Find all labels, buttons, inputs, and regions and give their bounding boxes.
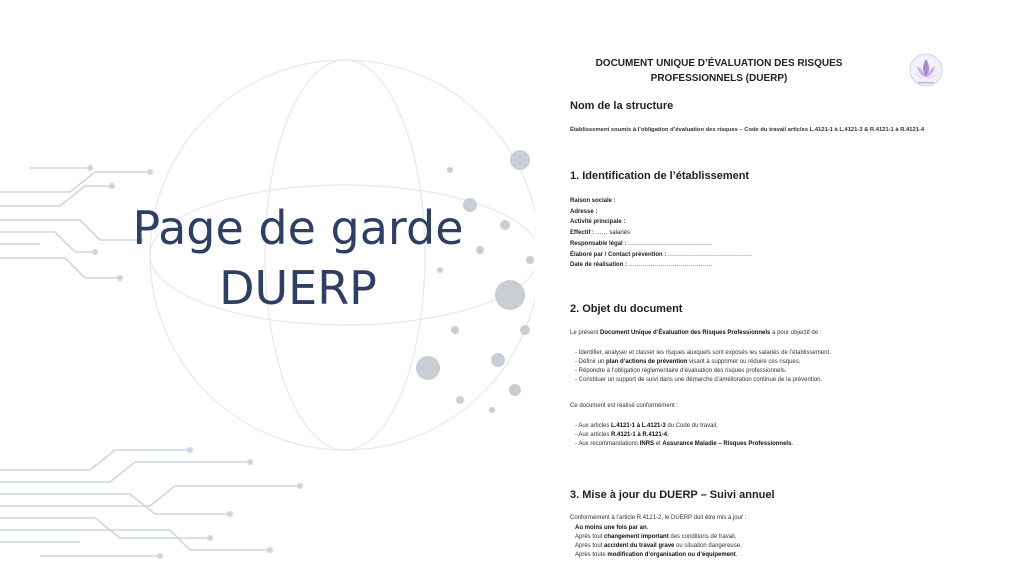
field-value: ……………………………………	[666, 251, 753, 258]
field-row	[570, 260, 752, 271]
field-row	[570, 217, 752, 228]
item-text: - Aux recommandations	[575, 441, 640, 447]
field-value: …… salariés	[594, 230, 631, 237]
item-text-end: ,	[646, 525, 649, 531]
list-item	[575, 542, 1020, 551]
item-text: Après tout	[575, 543, 605, 549]
field-label: Effectif :	[570, 230, 594, 237]
objective-intro	[570, 329, 1015, 338]
item-bold: accident du travail grave	[604, 543, 675, 549]
list-item	[575, 440, 1020, 449]
document-header-line2: PROFESSIONNELS (DUERP)	[650, 73, 788, 84]
field-value: ……………………………………	[626, 240, 713, 247]
item-text: Après toute	[575, 552, 608, 558]
item-bold: Assurance Maladie – Risques Professionnels	[662, 441, 792, 447]
item-text-end: .	[735, 552, 738, 558]
conformity-intro: Ce document est réalisé conformément :	[570, 403, 679, 409]
item-bold: Au moins une fois par an	[575, 525, 647, 531]
item-text-end: des conditions de travail,	[668, 534, 737, 540]
lotus-logo-icon	[906, 52, 946, 90]
item-text: - Aux articles	[575, 423, 612, 429]
item-text-end: visant à supprimer ou réduire ces risques.	[687, 359, 801, 365]
subject-line: Établissement soumis à l’obligation d’évaluation des risques – Code du travail articles L.4121-1 à L.4121-3 & R.4121-1 à R.4121-4	[570, 127, 925, 133]
item-text-end: .	[791, 441, 794, 447]
item-text-end: ou situation dangereuse,	[674, 543, 742, 549]
document-preview	[535, 40, 1024, 576]
item-text: Après tout	[575, 534, 605, 540]
update-intro: Conformément à l’article R.4121-2, le DUERP doit être mis à jour :	[570, 515, 747, 521]
list-item	[575, 551, 1020, 560]
document-header-line1: DOCUMENT UNIQUE D’ÉVALUATION DES RISQUES	[595, 58, 843, 69]
field-row	[570, 207, 752, 218]
list-item	[575, 533, 1020, 542]
section2-title: 2. Objet du document	[570, 303, 683, 315]
conformity-list	[575, 422, 1020, 449]
item-text: - Définir un	[575, 359, 607, 365]
slide-title-line1: Page de garde	[132, 201, 464, 255]
item-text: et	[654, 441, 663, 447]
intro-bold: Document Unique d’Évaluation des Risques Professionnels	[600, 330, 771, 336]
field-row	[570, 228, 752, 239]
section3-title: 3. Mise à jour du DUERP – Suivi annuel	[570, 489, 775, 501]
list-item: - Répondre à l’obligation réglementaire d’évaluation des risques professionnels.	[575, 368, 787, 374]
list-item	[575, 358, 1020, 367]
list-item: - Constituer un support de suivi dans une démarche d’amélioration continue de la prévention.	[575, 377, 823, 383]
item-bold: R.4121-1 à R.4121-4	[611, 432, 668, 438]
field-label: Élaboré par / Contact prévention :	[570, 251, 667, 258]
list-item: - Identifier, analyser et classer les risques auxquels sont exposés les salariés de l’établissement.	[575, 350, 831, 356]
objectives-list	[575, 349, 1020, 385]
item-bold: INRS	[639, 441, 655, 447]
field-label: Responsable légal :	[570, 240, 627, 247]
field-value: ……………………………………	[627, 262, 713, 269]
structure-name: Nom de la structure	[570, 100, 674, 112]
section1-title: 1. Identification de l’établissement	[570, 170, 750, 182]
item-bold: changement important	[604, 534, 669, 540]
field-label: Raison sociale :	[570, 198, 616, 204]
intro-text: Le présent	[570, 330, 601, 336]
field-row	[570, 250, 752, 261]
slide-title	[112, 198, 484, 318]
list-item	[575, 431, 1020, 440]
field-label: Date de réalisation :	[570, 262, 628, 269]
document-header	[587, 56, 851, 86]
field-label: Adresse :	[570, 208, 598, 215]
item-text-end: ,	[667, 432, 669, 438]
item-text-end: du Code du travail,	[665, 423, 718, 429]
list-item	[575, 422, 1020, 431]
item-bold: L.4121-1 à L.4121-3	[611, 423, 666, 429]
identification-fields	[570, 196, 752, 271]
list-item	[575, 524, 1020, 533]
field-label: Activité principale :	[570, 219, 626, 226]
item-bold: plan d’actions de prévention	[606, 359, 688, 365]
slide-title-line2: DUERP	[219, 261, 377, 315]
item-bold: modification d’organisation ou d’équipement	[607, 552, 736, 558]
field-row	[570, 196, 752, 207]
intro-text-end: a pour objectif de :	[770, 330, 822, 336]
field-row	[570, 239, 752, 250]
updates-list	[575, 524, 1020, 560]
item-text: - Aux articles	[575, 432, 612, 438]
